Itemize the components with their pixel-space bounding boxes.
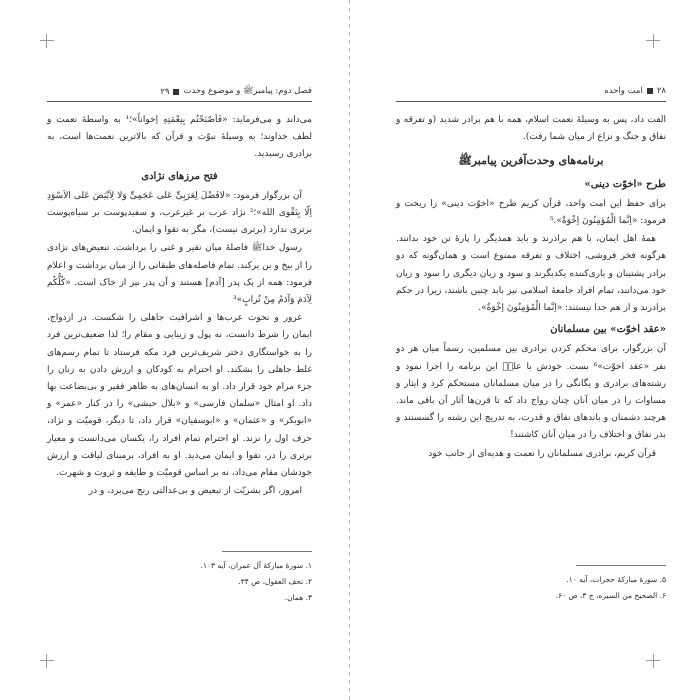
page-header [160, 86, 312, 98]
footnotes [47, 558, 312, 606]
paragraph: رسول خداﷺ فاصلهٔ میان نقیر و غنی را برداشت. تبعیض‌های نژادی را از بیخ و بن برکند. تمام فاصله‌های طبقاتی را از میان برداشت و اعلام فرمود: همه از یک پدر [آدم] هستند و آن پدر نیز از خاک است. «کُلُّکُم لِآدَمَ وَآدَمُ مِنْ تُرابٍ»³ [47, 243, 312, 306]
footnotes [396, 572, 666, 604]
page-header [604, 86, 666, 96]
paragraph: امروز، اگر بشریّت از تبعیض و بی‌عدالتی رنج می‌برد، و در [88, 486, 302, 497]
paragraph: برای حفظ این امت واحد، قرآن کریم طرح «اخوّت دینی» را ریخت و فرمود: «اِنَّما الْمُؤمِنُونَ اِخْوَةٌ».⁵ [396, 198, 666, 227]
paragraph: غرور و نخوت عرب‌ها و اشرافیت جاهلی را شکست. در ازدواج، ایمان را شرط دانست، نه پول و زیبایی و مقام را؛ لذا ضعیف‌ترین فرد را به خواستگاری دختر شریف‌ترین فرد مکه فرستاد تا تمام رسم‌های غلط جاهلی را بشکند. او احترام به کودکان و ارزش دادن به زنان را جزء مرام خود قرار داد. او به انسان‌های به ظاهر فقیر و بی‌بضاعت بها داد. او امثال «سلمان فارسی» و «بلال حبشی» را در کنار «عمر» و «ابوبکر» و «عثمان» و «ابوسفیان» قرار داد، تا دیگر، قومیّت و نژاد، حرف اول را نزند. او احترام تمام افراد را، یکسان می‌دانست و معیار برتری را در، تقوا و ایمان می‌دید. او به افراد، برمبنای لیاقت و ارزش خودشان مقام می‌داد، نه بر اساس قومیّت و طایفه و ثروت و شهرت. [47, 313, 312, 479]
paragraph: الفت داد، پس به وسیلهٔ نعمت اسلام، همه با هم برادر شدید (و تفرقه و نفاق و جنگ و نزاع از میان شما رفت). [396, 115, 666, 143]
paragraph: آن بزرگوار، برای محکم کردن برادری بین مسلمین، رسماً میان هر دو نفر «عقد اخوّت»⁶ بست. خودش با علیؑ این برنامه را اجرا نمود و رشته‌های برادری و یگانگی را در میان مسلمانان مستحکم کرد و ایثار و مساوات را در میان آنان چنان رواج داد که تا قرن‌ها آثار آن باقی ماند. هرچند دشمنان و باندهای نفاق و قدرت، به تدریج این رشته را گسستند و بذر نفاق و اختلاف را در میان آنان کاشتند! [396, 344, 666, 441]
page-number: ۲۹ [160, 87, 170, 97]
page-body [47, 112, 312, 501]
chapter-title: فصل دوم: پیامبرﷺ و موضوع وحدت [183, 86, 312, 96]
page-number: ۲۸ [656, 86, 666, 96]
paragraph: همهٔ اهل ایمان، با هم برادرند و باید همدیگر را پارهٔ تن خود بدانند. هرگونه فخر فروشی، اختلاف و تفرقه ممنوع است و همان‌گونه که دو برادر پشتیبان و یاری‌کننده یکدیگرند و سود و زیان دیگری را سود و زیان خود می‌دانند، تمام افراد جامعهٔ اسلامی نیز باید چنین باشند، زیرا در حکم برادرند و از هم جدا نیستند: «اِنَّما الْمُؤمِنُونَ اِخْوَةٌ». [396, 234, 666, 314]
paragraph: آن بزرگوار فرمود: «لافَضْلَ لِعَرَبِیٍّ عَلی عَجَمِیٍّ وَلا لِاَبْیَضَ عَلی الاَسْوَدِ اِلّا بِتَقْوی الله»؛² نژاد عرب بر غیرعرب، و سفیدپوست بر سیاه‌پوست برتری ندارد (برتری نیست)، مگر به تقوا و ایمان. [47, 190, 312, 236]
footnote: ۶. الصحیح من السیره، ج ۳، ص ۶۰. [555, 591, 666, 600]
header-rule [396, 101, 666, 102]
book-title: امت واحده [604, 86, 643, 96]
main-heading: برنامه‌های وحدت‌آفرین پیامبرﷺ [458, 154, 604, 168]
footnote: ۵. سورهٔ مبارکهٔ حجرات، آیه ۱۰. [566, 575, 666, 584]
paragraph: می‌داند و می‌فرماید: «فَاَصْبَحْتُم بِنِعْمَتِهِ اِخواناً»؛¹ به واسطهٔ نعمت و لطف خداوند؛ به وسیلهٔ نبوّت و قرآن که بالاترین نعمت‌ها است، به برادری رسیدید. [47, 115, 313, 160]
sub-heading: طرح «اخوّت دینی» [584, 178, 666, 190]
right-page [350, 0, 700, 700]
footnote: ۲. تحف العقول، ص ۳۴. [238, 577, 312, 586]
footnote-rule [576, 565, 666, 566]
square-icon [647, 88, 653, 94]
sub-heading: «عقد اخوّت» بین مسلمانان [550, 324, 666, 336]
footnote: ۱. سورهٔ مبارکهٔ آل عمران، آیه ۱۰۳. [200, 561, 312, 570]
paragraph: قرآن کریم، برادری مسلمانان را نعمت و هدیه‌ای از جانب خود [428, 448, 656, 459]
footnote: ۳. همان. [284, 593, 312, 602]
square-icon [173, 89, 179, 95]
header-rule [47, 101, 312, 102]
section-heading: فتح مرزهای نژادی [141, 170, 218, 182]
footnote-rule [222, 551, 312, 552]
page-body [396, 112, 666, 464]
